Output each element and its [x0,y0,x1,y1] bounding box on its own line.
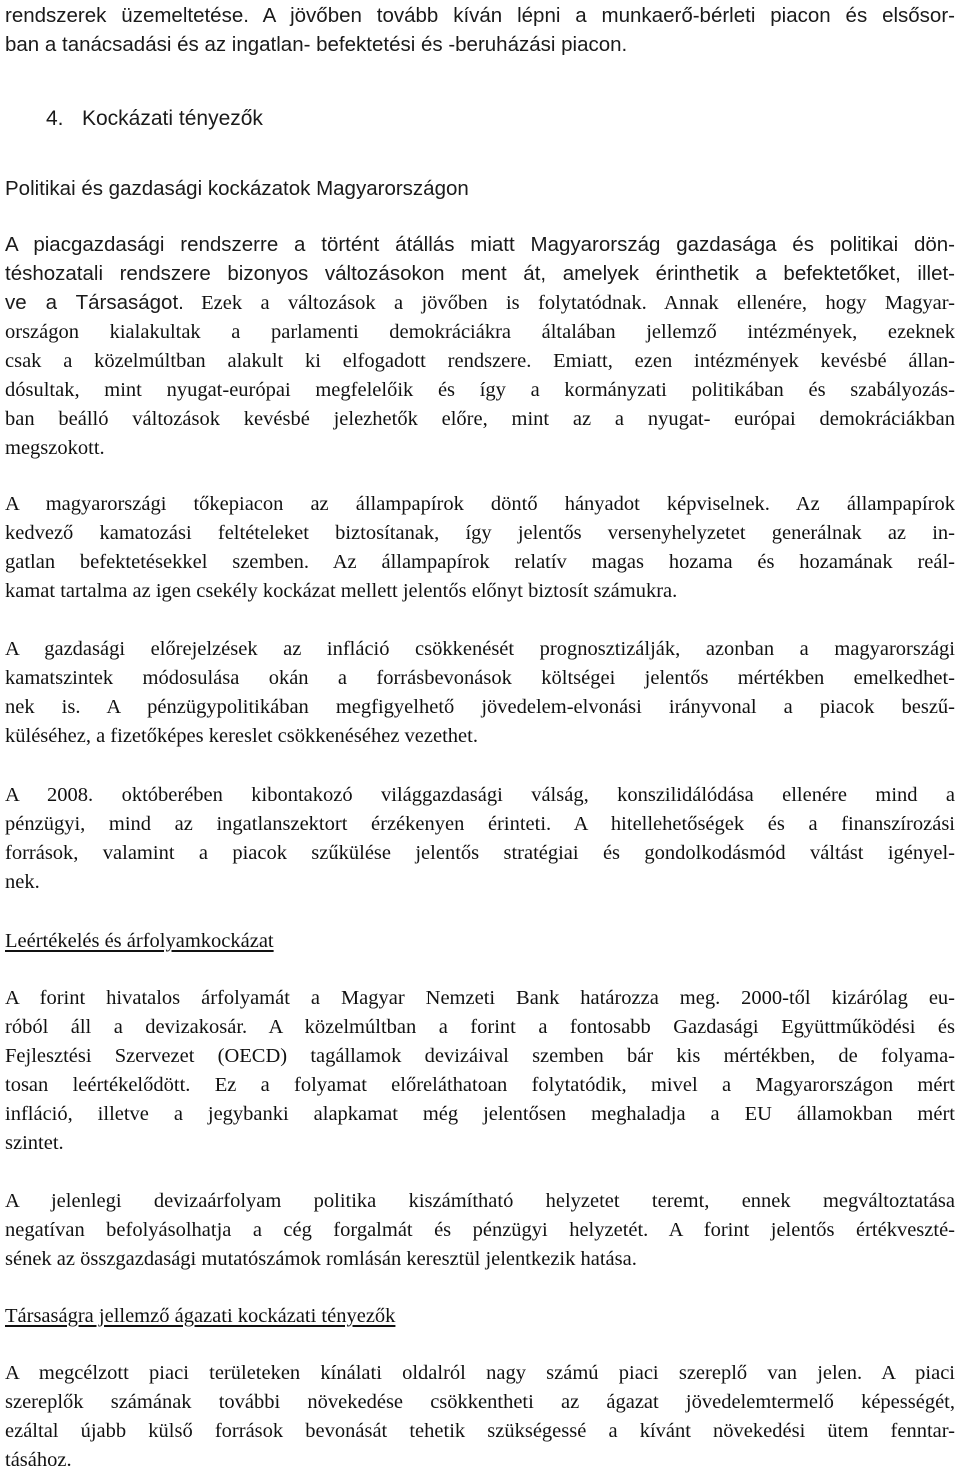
text-line: szintet. [5,1132,64,1154]
text-line: tásához. [5,1449,72,1471]
text-line: tosan leértékelődött. Ez a folyamat előreláthatoan folytatódik, mivel a Magyarországon mért [5,1074,955,1096]
paragraph-crisis [5,781,955,897]
text-line: A forint hivatalos árfolyamát a Magyar Nemzeti Bank határozza meg. 2000-től kizárólag eu- [5,987,955,1009]
text-line: rendszerek üzemeltetése. A jövőben tovább kíván lépni a munkaerő-bérleti piacon és elsősor- [5,4,955,27]
paragraph-sector [5,1359,955,1475]
text-line: sének az összgazdasági mutatószámok romlásán keresztül jelentkezik hatása. [5,1248,637,1270]
text-line: nek. [5,871,40,893]
paragraph-fx-2 [5,1187,955,1274]
section-number: 4. [46,107,64,130]
text-line-mixed: ve a Társaságot. Ezek a változások a jövőben is folytatódnak. Annak ellenére, hogy Magyar- [5,291,955,314]
paragraph-bonds [5,490,955,606]
text-line: kamat tartalma az igen csekély kockázat mellett jelentős előnyt biztosít számukra. [5,580,678,602]
text-line: csak a közelmúltban alakult ki elfogadott rendszere. Emiatt, ezen intézmények kevésbé állan- [5,350,955,372]
subheading-political: Politikai és gazdasági kockázatok Magyarországon [5,177,469,200]
text-line: róból áll a devizakosár. A közelmúltban a forint a fontosabb Gazdasági Együttműködési és [5,1016,955,1038]
text-line: kamatszintek módosulása okán a forrásbevonások költségei jelentős mértékben emelkedhet- [5,667,955,689]
text-line: A jelenlegi devizaárfolyam politika kiszámítható helyzetet teremt, ennek megváltoztatása [5,1190,955,1212]
text-line: pénzügyi, mind az ingatlanszektort érzékenyen érinteti. A hitellehetőségek és a finanszírozási [5,813,955,835]
text-line: ezáltal újabb külső források bevonását tehetik szükségessé a kívánt növekedési ütem fenntar- [5,1420,955,1442]
text-line: megszokott. [5,437,105,459]
text-line: ban a tanácsadási és az ingatlan- befektetési és -beruházási piacon. [5,33,628,56]
intro-paragraph [5,1,955,59]
text-line: küléséhez, a fizetőképes kereslet csökkenéséhez vezethet. [5,725,478,747]
paragraph-forecast [5,635,955,751]
text-line: országon kialakultak a parlamenti demokráciákra általában jellemző intézmények, ezeknek [5,321,955,343]
subheading-fx: Leértékelés és árfolyamkockázat [5,930,274,952]
text-line: források, valamint a piacok szűkülése jelentős stratégiai és gondolkodásmód váltást igényel- [5,842,955,864]
paragraph-fx-1 [5,984,955,1158]
text-line: téshozatali rendszere bizonyos változásokon ment át, amelyek érinthetik a befektetőket, illet- [5,262,955,285]
section-title: Kockázati tényezők [82,107,263,130]
text-line: A megcélzott piaci területeken kínálati oldalról nagy számú piaci szereplő van jelen. A piaci [5,1362,955,1384]
text-line: ban beálló változások kevésbé jelezhetők előre, mint az a nyugat- európai demokráciákban [5,408,955,430]
text-line: nek is. A pénzügypolitikában megfigyelhető jövedelem-elvonási irányvonal a piacok beszű- [5,696,955,718]
text-line: infláció, illetve a jegybanki alapkamat még jelentősen meghaladja a EU államokban mért [5,1103,955,1125]
text-line: Fejlesztési Szervezet (OECD) tagállamok devizáival szemben bár kis mértékben, de folyama- [5,1045,955,1067]
text-line: szereplők számának további növekedése csökkentheti az ágazat jövedelemtermelő képességét, [5,1391,955,1413]
text-line: kedvező kamatozási feltételeket biztosítanak, így jelentős versenyhelyzetet generálnak az in- [5,522,955,544]
text-line: A 2008. októberében kibontakozó világgazdasági válság, konszilidálódása ellenére mind a [5,784,955,806]
subheading-sector: Társaságra jellemző ágazati kockázati tényezők [5,1305,396,1327]
text-line: A piacgazdasági rendszerre a történt átállás miatt Magyarország gazdasága és politikai dön- [5,233,955,256]
paragraph-political [5,230,955,463]
text-line: gatlan befektetésekkel szemben. Az állampapírok relatív magas hozama és hozamának reál- [5,551,955,573]
text-line: negatívan befolyásolhatja a cég forgalmát és pénzügyi helyzetét. A forint jelentős értékveszté- [5,1219,955,1241]
text-line: dósultak, mint nyugat-európai megfelelőik és így a kormányzati politikában és szabályozás- [5,379,955,401]
text-line: A magyarországi tőkepiacon az állampapírok döntő hányadot képviselnek. Az állampapírok [5,493,955,515]
text-line: A gazdasági előrejelzések az infláció csökkenését prognosztizálják, azonban a magyarországi [5,638,955,660]
